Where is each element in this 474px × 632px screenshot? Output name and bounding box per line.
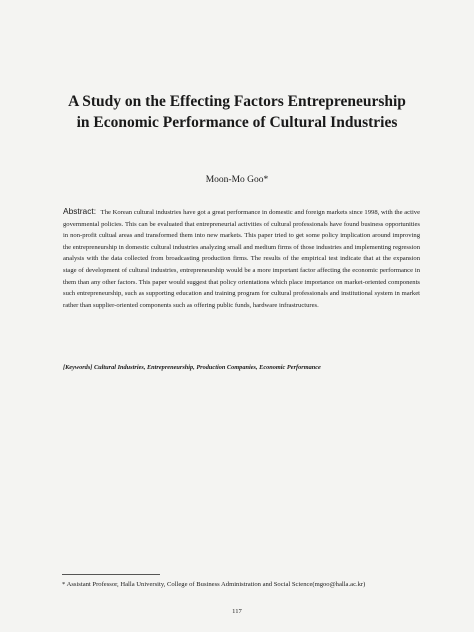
abstract-text: The Korean cultural industries have got a great performance in domestic and foreign markets since 1998, with the active governmental policies. This can be evaluated that entrepreneurial activities of cultural professionals have found business opportunities in non-profit cultual areas and transformed them into new markets. This paper tried to get some policy implication around improving the entrepreneurship in domestic cultural industries analyzing small and medium firms of those industries and implementing regression analysis with the data collected from broadcasting production firms. The results of the empirical test indicate that at the expansion stage of development of cultural industries, entrepreneurship would be a more important factor affecting the economic performance in them than any other factors. This paper would suggest that policy orientations which place importance on market-oriented components such entrepreneurship, such as supporting education and training program for cultural professionals and institutional system in market rather than supplier-oriented components such as offering public funds, hardware infrastructures. — [63, 209, 420, 309]
paper-title — [20, 91, 454, 133]
title-line-1: A Study on the Effecting Factors Entrepreneurship — [68, 93, 406, 110]
footnote: * Assistant Professor, Halla University, College of Business Administration and Social Science(mgoo@halla.ac.kr) — [62, 581, 366, 588]
abstract-label: Abstract: — [63, 206, 97, 216]
title-line-2: in Economic Performance of Cultural Industries — [76, 114, 398, 131]
page-number: 117 — [232, 608, 242, 615]
abstract — [63, 206, 420, 311]
keywords: [Keywords] Cultural Industries, Entrepreneurship, Production Companies, Economic Performance — [63, 364, 321, 371]
footnote-divider — [62, 574, 160, 575]
author-name: Moon-Mo Goo* — [205, 175, 269, 185]
